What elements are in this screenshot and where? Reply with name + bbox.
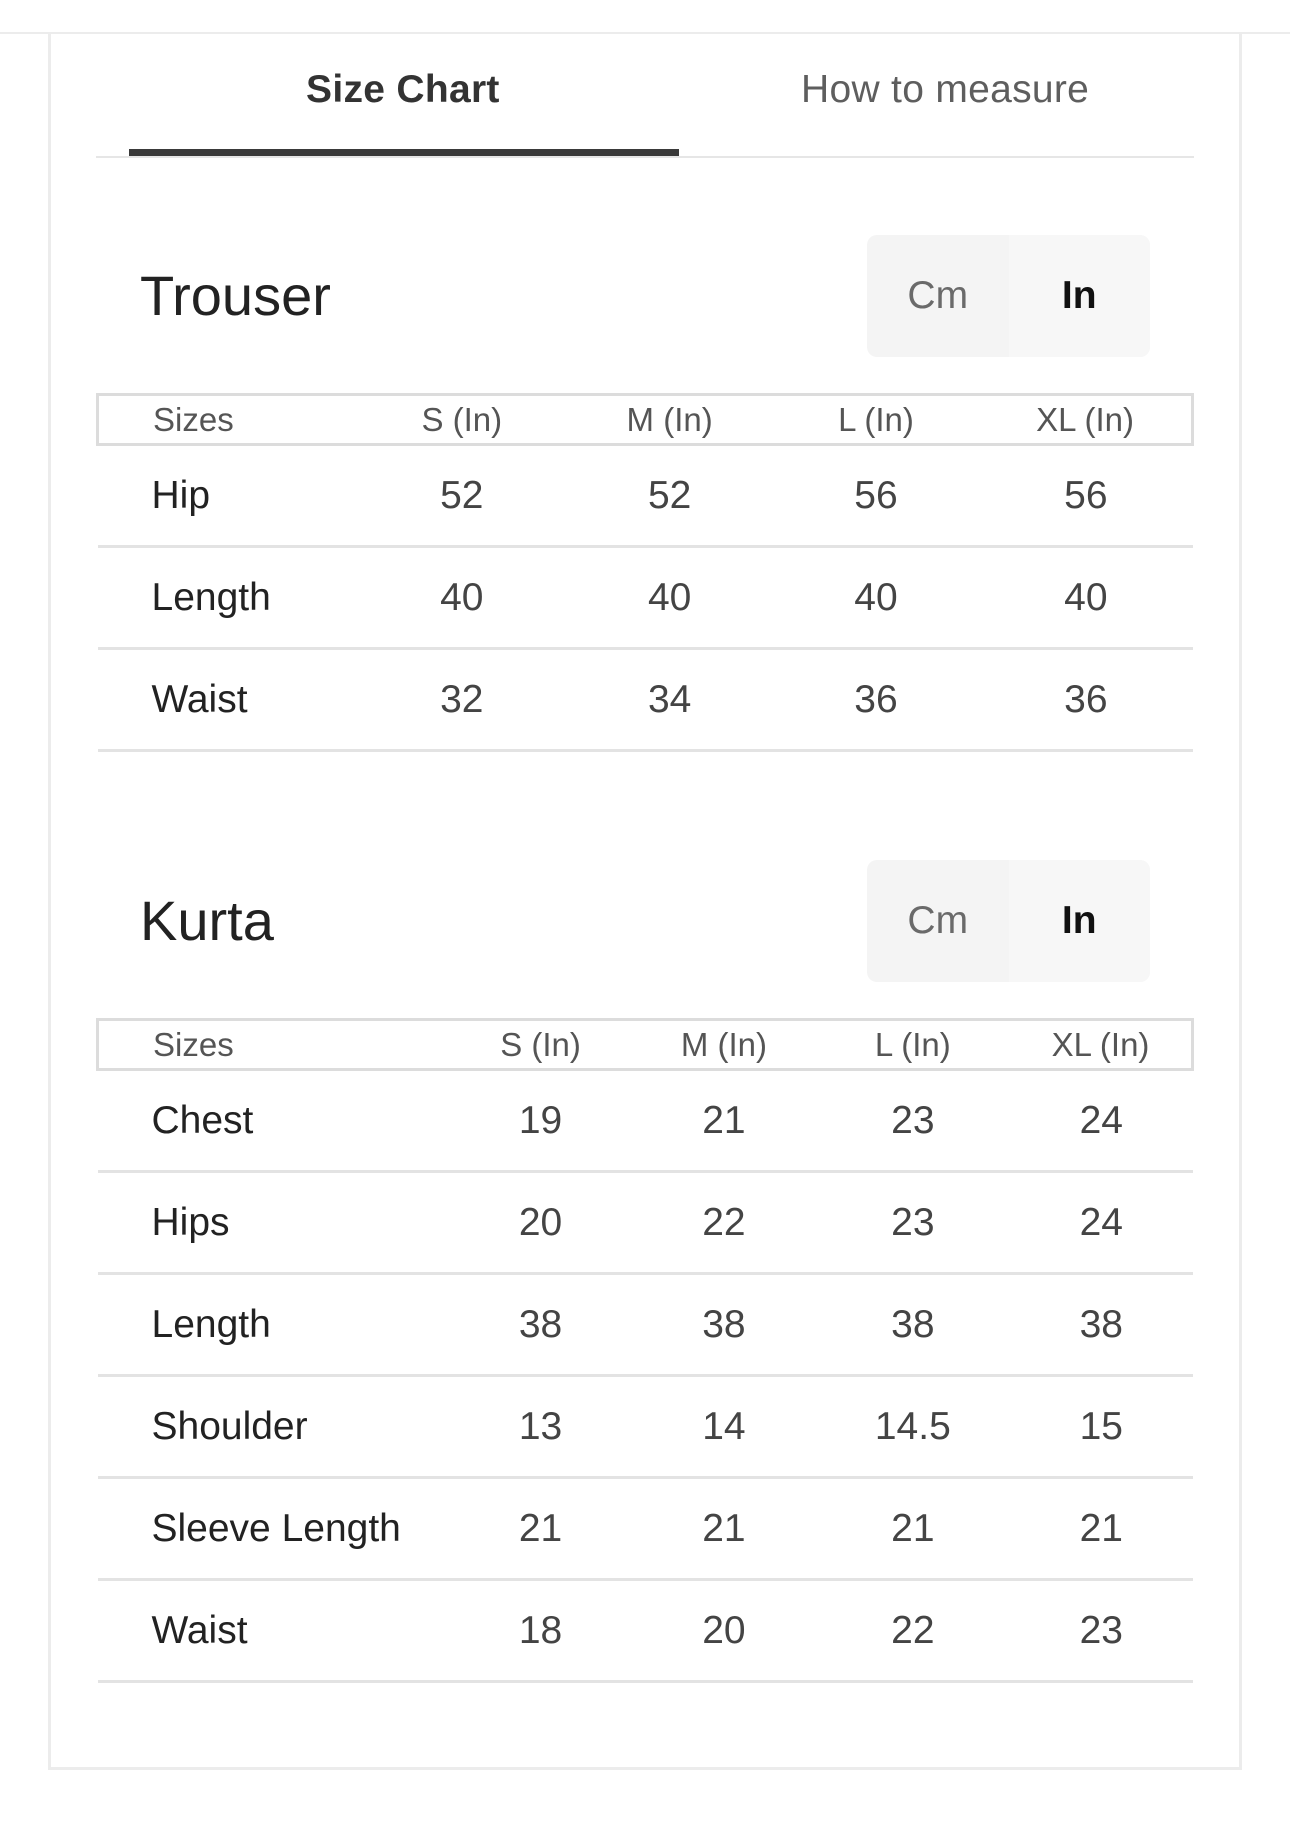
cell-value: 38 <box>449 1274 632 1376</box>
row-label: Waist <box>98 649 358 751</box>
row-label: Hips <box>98 1172 449 1274</box>
row-label: Sleeve Length <box>98 1478 449 1580</box>
header-size-s: S (In) <box>421 400 503 438</box>
cell-value: 40 <box>357 547 566 649</box>
cell-value: 32 <box>357 649 566 751</box>
row-label: Length <box>98 547 358 649</box>
cell-value: 21 <box>632 1478 815 1580</box>
cell-value: 56 <box>979 445 1192 547</box>
table-row <box>98 1274 1193 1376</box>
tab-how-to-measure[interactable]: How to measure <box>801 68 1090 111</box>
cell-value: 40 <box>773 547 979 649</box>
cell-value: 40 <box>566 547 772 649</box>
trouser-unit-cm-button[interactable]: Cm <box>907 274 969 317</box>
table-row <box>98 1376 1193 1478</box>
row-label: Hip <box>98 445 358 547</box>
cell-value: 13 <box>449 1376 632 1478</box>
tab-bar <box>96 34 1194 158</box>
cell-value: 23 <box>816 1070 1010 1172</box>
kurta-unit-cm-button[interactable]: Cm <box>907 899 969 942</box>
cell-value: 22 <box>632 1172 815 1274</box>
row-label: Waist <box>98 1580 449 1682</box>
table-row <box>98 649 1193 751</box>
header-size-m: M (In) <box>626 400 713 438</box>
cell-value: 18 <box>449 1580 632 1682</box>
active-tab-indicator <box>129 149 679 156</box>
cell-value: 56 <box>773 445 979 547</box>
cell-value: 24 <box>1010 1070 1192 1172</box>
kurta-size-table <box>96 1018 1194 1683</box>
cell-value: 34 <box>566 649 772 751</box>
table-row <box>98 1478 1193 1580</box>
cell-value: 23 <box>816 1172 1010 1274</box>
cell-value: 20 <box>449 1172 632 1274</box>
cell-value: 36 <box>773 649 979 751</box>
cell-value: 38 <box>1010 1274 1192 1376</box>
cell-value: 38 <box>816 1274 1010 1376</box>
table-row <box>98 1070 1193 1172</box>
header-size-l: L (In) <box>838 400 914 438</box>
cell-value: 38 <box>632 1274 815 1376</box>
cell-value: 21 <box>449 1478 632 1580</box>
header-size-xl: XL (In) <box>1036 400 1134 438</box>
cell-value: 21 <box>632 1070 815 1172</box>
table-row <box>98 1172 1193 1274</box>
trouser-title: Trouser <box>140 264 331 327</box>
table-header-row <box>98 395 1193 445</box>
cell-value: 40 <box>979 547 1192 649</box>
kurta-section-header <box>96 860 1194 980</box>
cell-value: 21 <box>1010 1478 1192 1580</box>
header-size-l: L (In) <box>874 1025 951 1063</box>
cell-value: 52 <box>566 445 772 547</box>
trouser-unit-in-button[interactable]: In <box>1009 235 1151 357</box>
table-row <box>98 1580 1193 1682</box>
trouser-unit-toggle <box>867 235 1150 357</box>
header-size-xl: XL (In) <box>1051 1025 1150 1063</box>
cell-value: 22 <box>816 1580 1010 1682</box>
cell-value: 19 <box>449 1070 632 1172</box>
trouser-size-table <box>96 393 1194 752</box>
header-sizes: Sizes <box>153 1025 234 1063</box>
cell-value: 14 <box>632 1376 815 1478</box>
row-label: Shoulder <box>98 1376 449 1478</box>
kurta-unit-in-button[interactable]: In <box>1009 860 1151 982</box>
cell-value: 15 <box>1010 1376 1192 1478</box>
tab-size-chart[interactable]: Size Chart <box>306 68 500 111</box>
cell-value: 21 <box>816 1478 1010 1580</box>
cell-value: 14.5 <box>816 1376 1010 1478</box>
cell-value: 23 <box>1010 1580 1192 1682</box>
table-header-row <box>98 1020 1193 1070</box>
table-row <box>98 547 1193 649</box>
row-label: Length <box>98 1274 449 1376</box>
header-sizes: Sizes <box>153 400 234 438</box>
size-chart-content <box>96 34 1194 1683</box>
cell-value: 52 <box>357 445 566 547</box>
header-size-s: S (In) <box>500 1025 581 1063</box>
header-size-m: M (In) <box>680 1025 767 1063</box>
table-row <box>98 445 1193 547</box>
kurta-unit-toggle <box>867 860 1150 982</box>
trouser-section-header <box>96 235 1194 355</box>
row-label: Chest <box>98 1070 449 1172</box>
cell-value: 20 <box>632 1580 815 1682</box>
cell-value: 24 <box>1010 1172 1192 1274</box>
cell-value: 36 <box>979 649 1192 751</box>
kurta-title: Kurta <box>140 889 274 952</box>
